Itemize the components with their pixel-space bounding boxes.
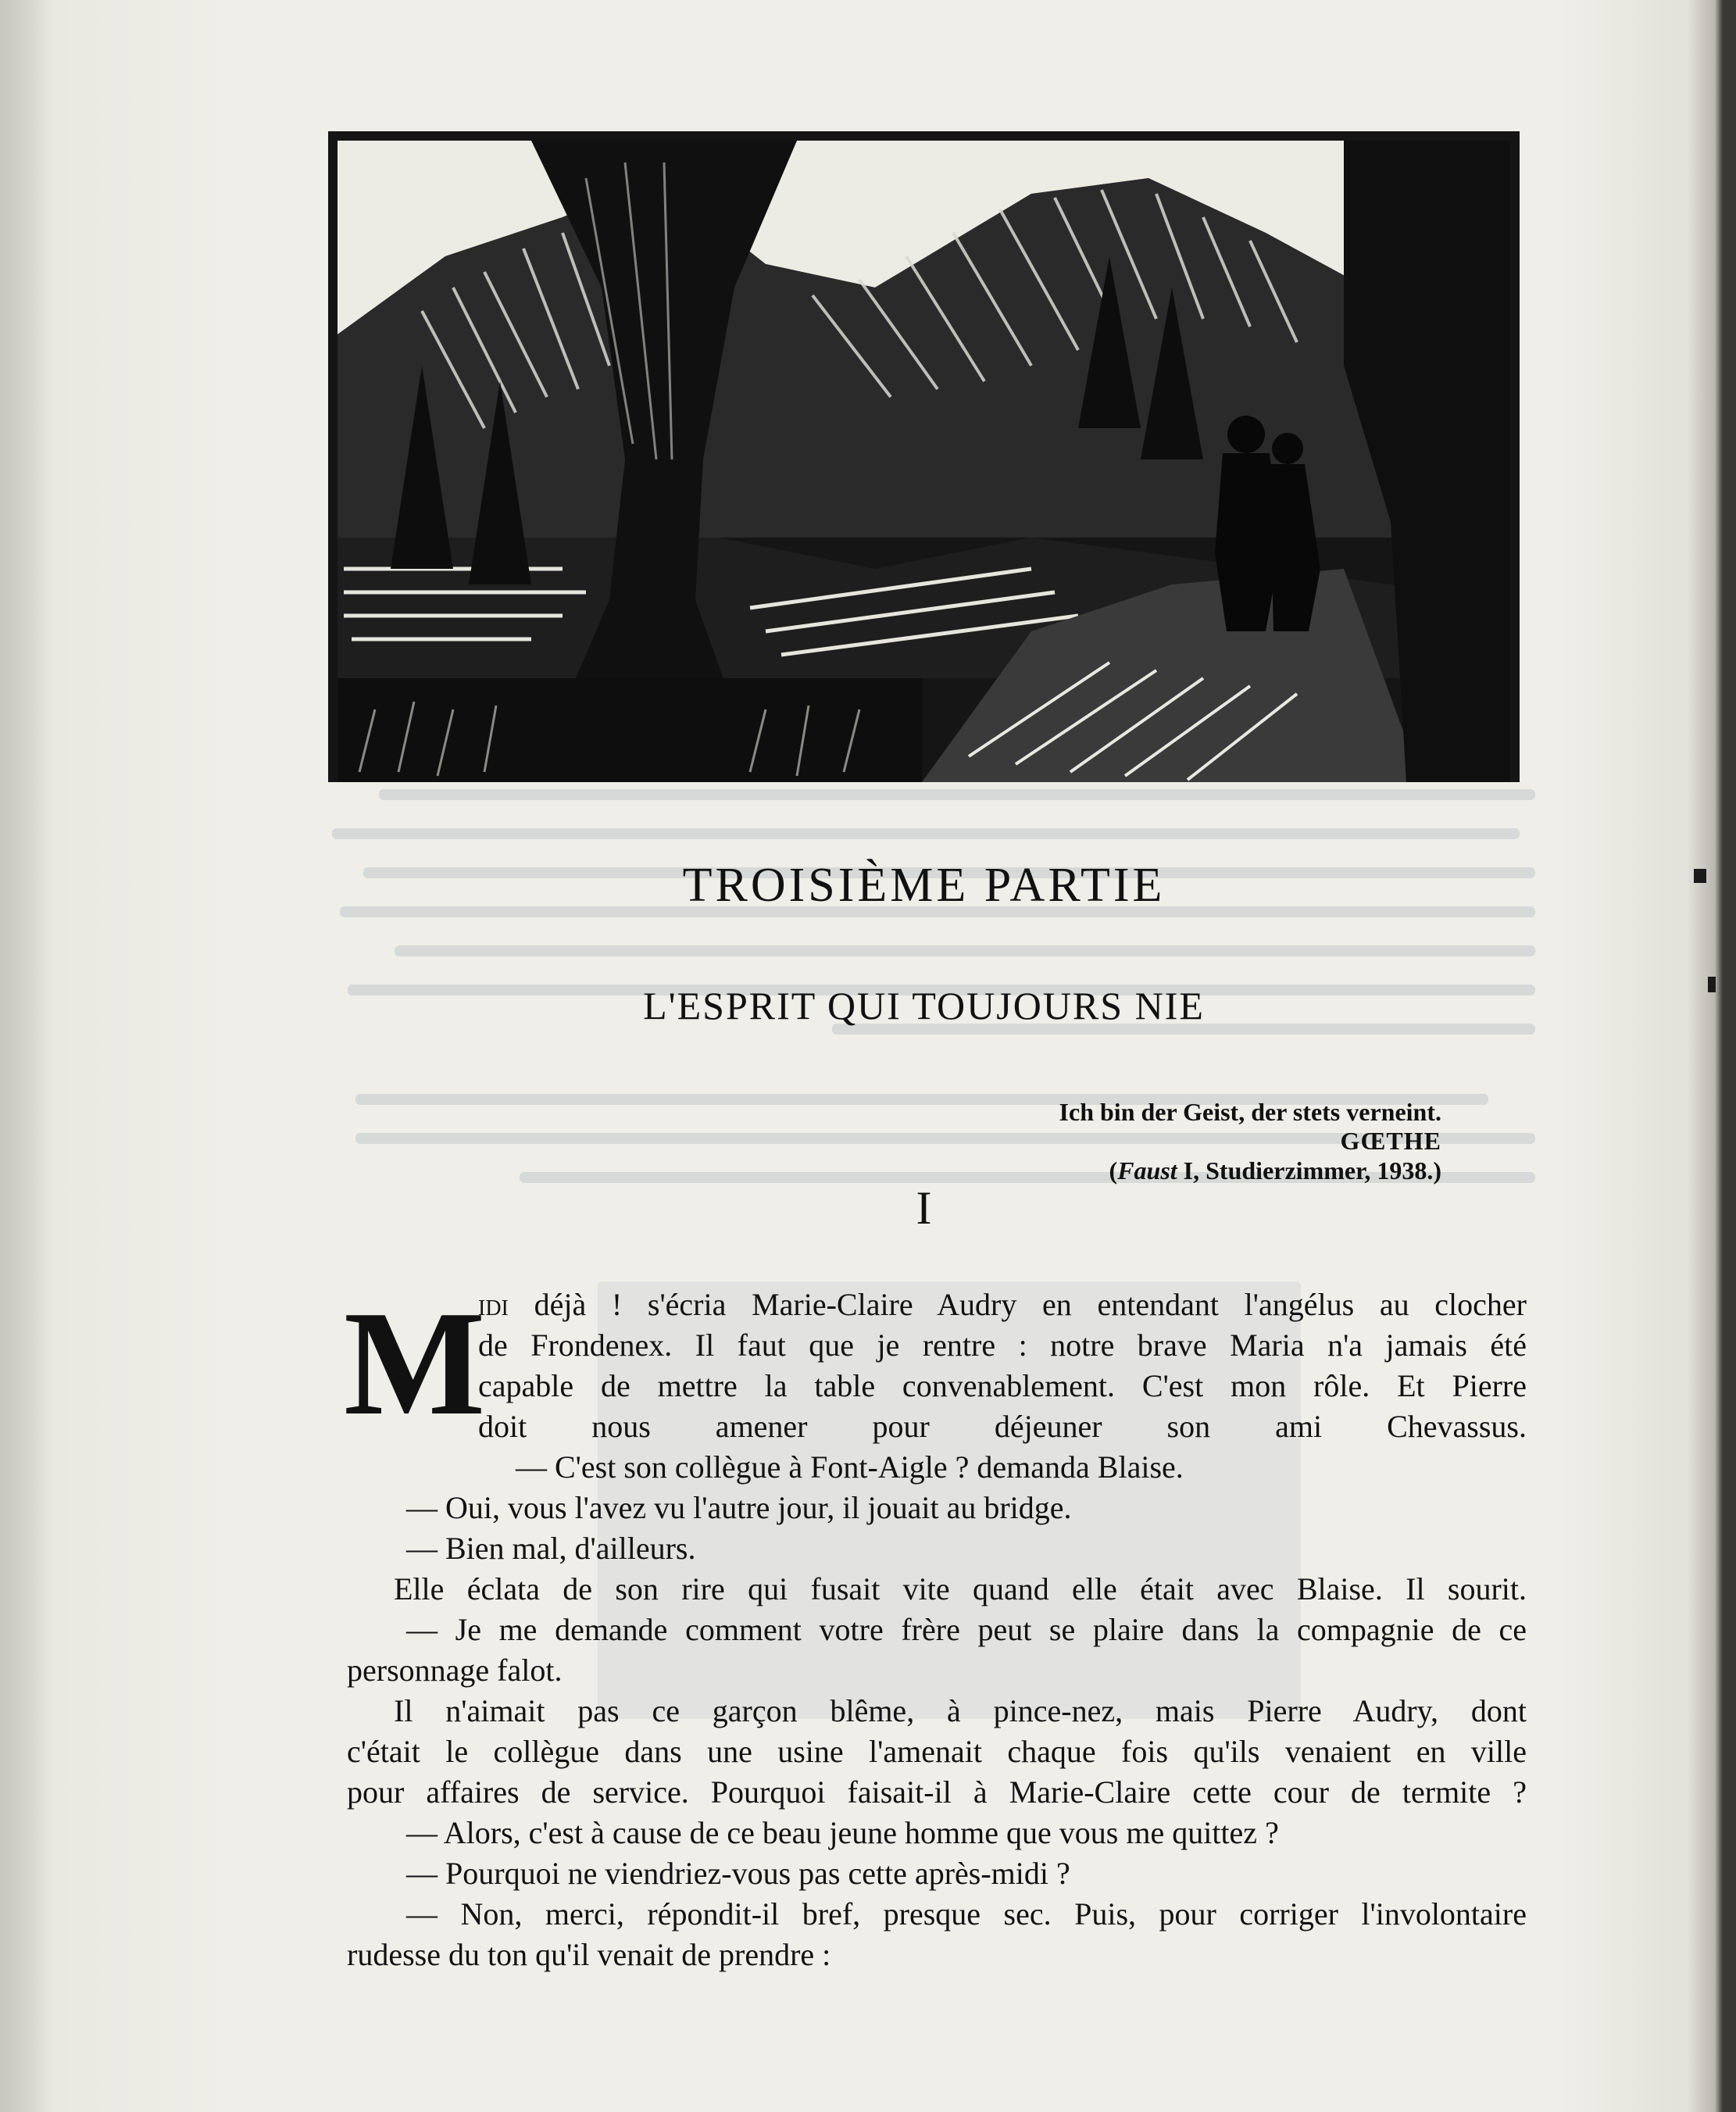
text-line: personnage falot. <box>347 1653 563 1688</box>
text-line <box>478 1285 1527 1324</box>
text-line: — Oui, vous l'avez vu l'autre jour, il jouait au bridge. <box>406 1490 1072 1525</box>
text-line: capable de mettre la table convenablement. C'est mon rôle. Et Pierre <box>478 1368 1527 1403</box>
text-line: pour affaires de service. Pourquoi faisait-il à Marie-Claire cette cour de termite ? <box>347 1774 1527 1810</box>
edge-mark <box>1708 977 1716 992</box>
epigraph-quote: Ich bin der Geist, der stets verneint. <box>1059 1098 1441 1126</box>
text-line-content: déjà ! s'écria Marie-Claire Audry en entendant l'angélus au clocher <box>508 1287 1527 1322</box>
chapter-number: I <box>916 1182 932 1234</box>
edge-mark <box>1694 869 1706 883</box>
text-line: — Bien mal, d'ailleurs. <box>406 1531 696 1566</box>
woodcut-illustration <box>328 131 1520 782</box>
text-line: c'était le collègue dans une usine l'amenait chaque fois qu'ils venaient en ville <box>347 1734 1527 1769</box>
section-title: L'ESPRIT QUI TOUJOURS NIE <box>643 984 1205 1027</box>
text-line: doit nous amener pour déjeuner son ami Chevassus. <box>478 1409 1527 1444</box>
text-line: — C'est son collègue à Font-Aigle ? demanda Blaise. <box>516 1449 1184 1485</box>
text-line: — Alors, c'est à cause de ce beau jeune homme que vous me quittez ? <box>406 1815 1279 1850</box>
first-word-rest: idi <box>478 1287 509 1322</box>
landscape-woodcut <box>328 131 1520 782</box>
epigraph-ref-rest: I, Studierzimmer, 1938.) <box>1177 1156 1441 1185</box>
part-title: TROISIÈME PARTIE <box>682 859 1166 912</box>
text-line: de Frondenex. Il faut que je rentre : notre brave Maria n'a jamais été <box>478 1328 1527 1363</box>
text-line: — Non, merci, répondit-il bref, presque sec. Puis, pour corriger l'involontaire <box>406 1896 1527 1932</box>
epigraph-ref-open: ( <box>1109 1156 1118 1185</box>
text-line: rudesse du ton qu'il venait de prendre : <box>347 1937 831 1972</box>
spine-shadow <box>0 0 55 2112</box>
epigraph-author: GŒTHE <box>1340 1127 1441 1155</box>
text-line: — Je me demande comment votre frère peut se plaire dans la compagnie de ce <box>406 1612 1527 1647</box>
text-line: Elle éclata de son rire qui fusait vite quand elle était avec Blaise. Il sourit. <box>394 1571 1527 1606</box>
drop-cap: M <box>344 1280 486 1446</box>
text-line: — Pourquoi ne viendriez-vous pas cette après-midi ? <box>406 1856 1070 1891</box>
text-line: Il n'aimait pas ce garçon blême, à pince-nez, mais Pierre Audry, dont <box>394 1693 1527 1728</box>
epigraph-ref-work: Faust <box>1117 1156 1177 1185</box>
